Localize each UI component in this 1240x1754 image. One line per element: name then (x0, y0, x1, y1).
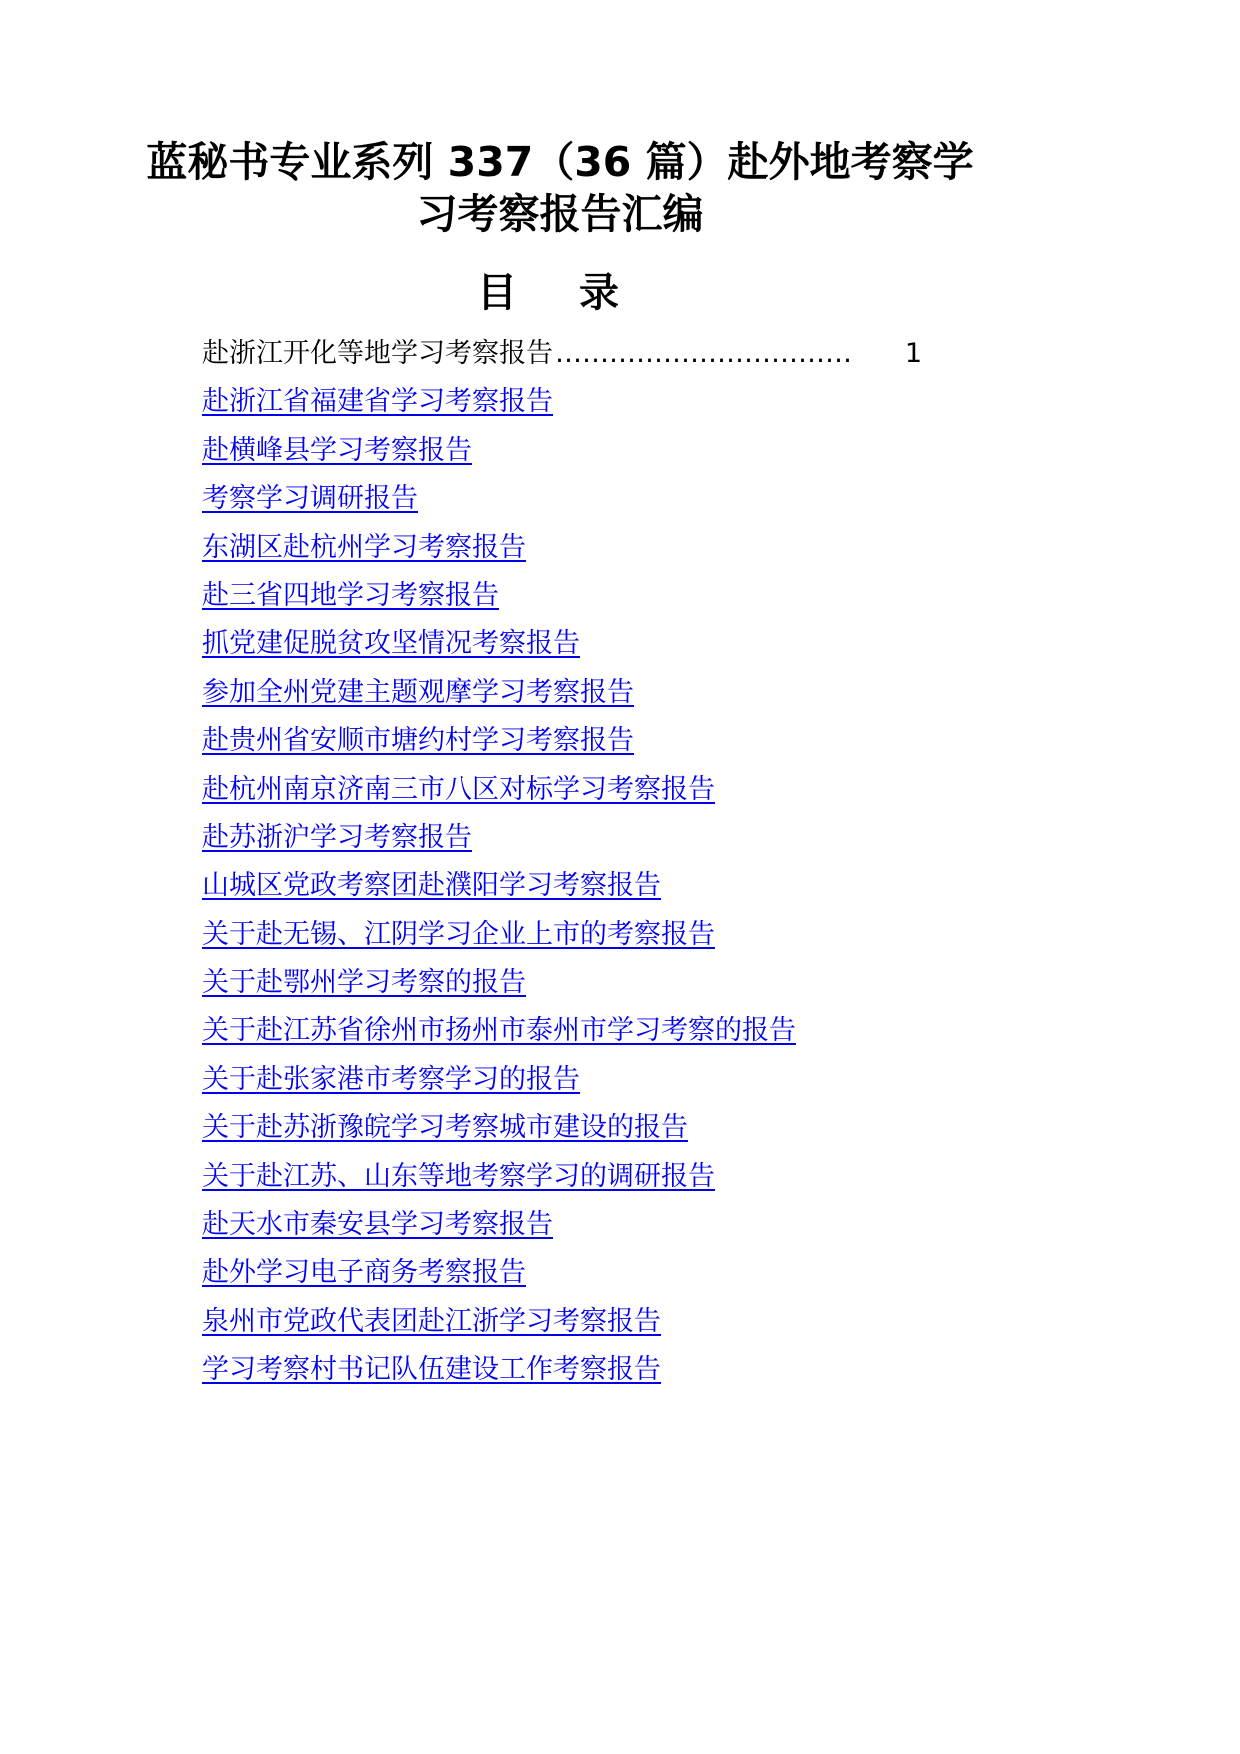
toc-page-number: 1 (904, 338, 922, 369)
toc-link[interactable]: 东湖区赴杭州学习考察报告 (202, 531, 526, 563)
toc-link[interactable]: 泉州市党政代表团赴江浙学习考察报告 (202, 1305, 661, 1337)
toc-entry-label: 赴浙江开化等地学习考察报告 (202, 338, 553, 369)
toc-link[interactable]: 学习考察村书记队伍建设工作考察报告 (202, 1354, 661, 1386)
toc-link[interactable]: 考察学习调研报告 (202, 483, 418, 515)
toc-link[interactable]: 关于赴江苏省徐州市扬州市泰州市学习考察的报告 (202, 1015, 796, 1047)
toc-link[interactable]: 赴横峰县学习考察报告 (202, 434, 472, 466)
document-title: 蓝秘书专业系列 337（36 篇）赴外地考察学习考察报告汇编 (146, 138, 974, 238)
toc-link[interactable]: 参加全州党建主题观摩学习考察报告 (202, 676, 634, 708)
toc-link[interactable]: 关于赴江苏、山东等地考察学习的调研报告 (202, 1160, 715, 1192)
toc-link[interactable]: 关于赴鄂州学习考察的报告 (202, 967, 526, 999)
toc-link[interactable]: 赴外学习电子商务考察报告 (202, 1257, 526, 1289)
toc-link[interactable]: 关于赴无锡、江阴学习企业上市的考察报告 (202, 918, 715, 950)
toc-link[interactable]: 赴三省四地学习考察报告 (202, 579, 499, 611)
toc-link[interactable]: 赴浙江省福建省学习考察报告 (202, 386, 553, 418)
toc-entry-first[interactable] (202, 330, 922, 378)
toc-link[interactable]: 赴苏浙沪学习考察报告 (202, 821, 472, 853)
toc-link[interactable]: 赴杭州南京济南三市八区对标学习考察报告 (202, 773, 715, 805)
toc-link[interactable]: 赴天水市秦安县学习考察报告 (202, 1209, 553, 1241)
toc-dot-leader: …………………………… (555, 338, 852, 369)
toc-heading: 目 录 (477, 270, 643, 316)
toc-link[interactable]: 山城区党政考察团赴濮阳学习考察报告 (202, 870, 661, 902)
toc-link[interactable]: 关于赴苏浙豫皖学习考察城市建设的报告 (202, 1112, 688, 1144)
toc-link[interactable]: 抓党建促脱贫攻坚情况考察报告 (202, 628, 580, 660)
toc-link[interactable]: 关于赴张家港市考察学习的报告 (202, 1063, 580, 1095)
table-of-contents (202, 330, 922, 1395)
toc-link[interactable]: 赴贵州省安顺市塘约村学习考察报告 (202, 725, 634, 757)
